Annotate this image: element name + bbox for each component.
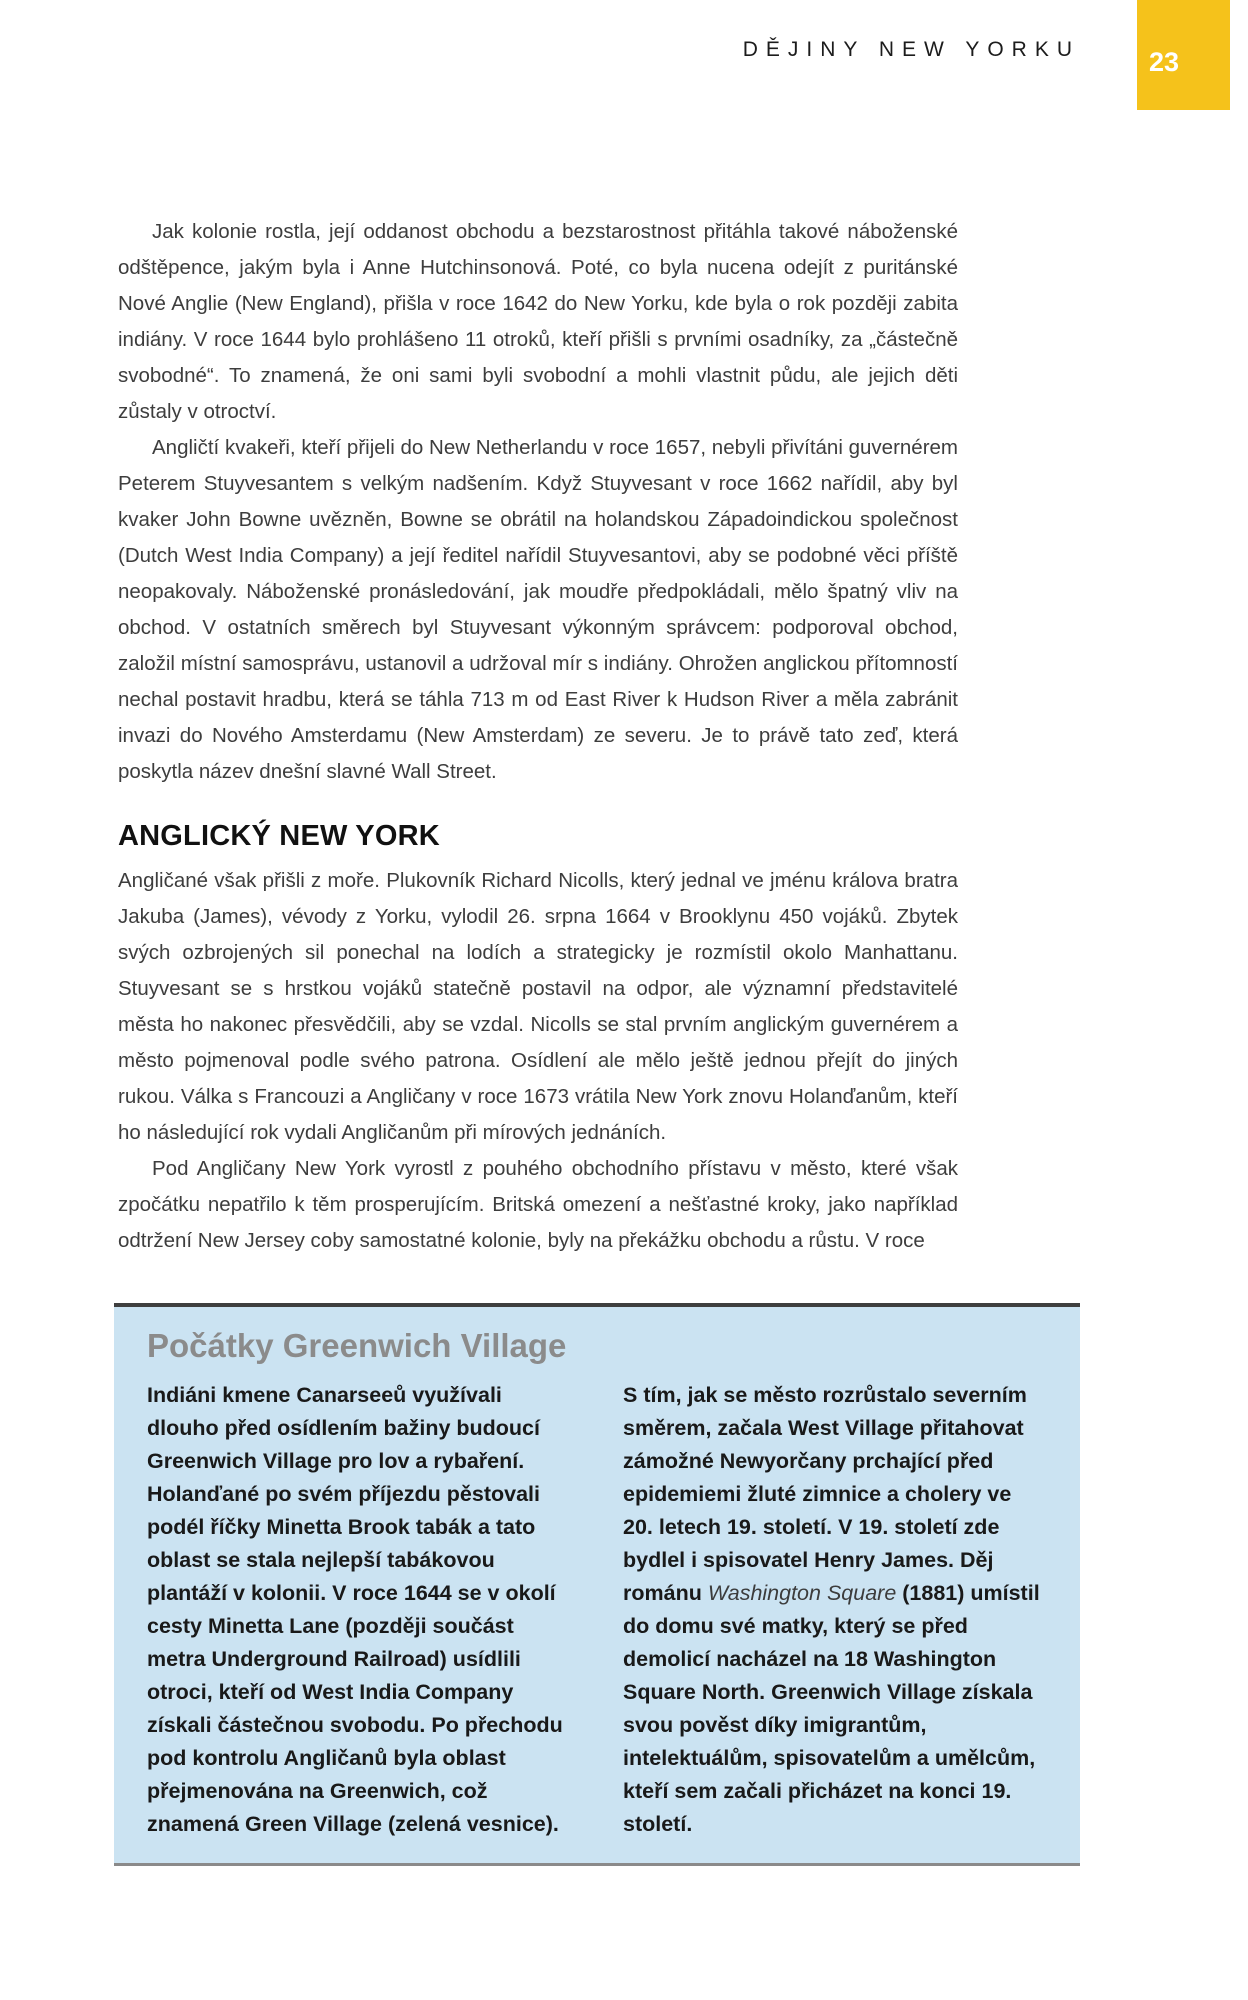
running-header-title: DĚJINY NEW YORKU bbox=[742, 38, 1080, 61]
section-heading-english-new-york: ANGLICKÝ NEW YORK bbox=[118, 820, 440, 852]
right-column-text-before: S tím, jak se město rozrůstalo severním směrem, začala West Village přitahovat zámožné Newyorčany prchající před epidemiemi žluté zimnice a cholery ve 20. letech 19. století. V 19. století zde bydlel i spisovatel Henry James. Děj románu bbox=[623, 1383, 1027, 1605]
right-column-text-after: (1881) umístil do domu své matky, který se před demolicí nacházel na 18 Washington Square North. Greenwich Village získala svou pověst díky imigrantům, intelektuálům, spisovatelům a umělcům, kteří sem začali přicházet na konci 19. století. bbox=[623, 1581, 1040, 1836]
info-box-columns bbox=[147, 1379, 1047, 1841]
greenwich-village-info-box bbox=[114, 1303, 1080, 1866]
info-box-right-column bbox=[623, 1379, 1047, 1841]
book-title-washington-square: Washington Square bbox=[707, 1581, 897, 1605]
paragraph-english-arrival: Angličané však přišli z moře. Plukovník Richard Nicolls, který jednal ve jménu králova bratra Jakuba (James), vévody z Yorku, vylodil 26. srpna 1664 v Brooklynu 450 vojáků. Zbytek svých ozbrojených sil ponechal na lodích a strategicky je rozmístil okolo Manhattanu. Stuyvesant se s hrstkou vojáků statečně postavil na odpor, ale významní představitelé města ho nakonec přesvědčili, aby se vzdal. Nicolls se stal prvním anglickým guvernérem a město pojmenoval podle svého patrona. Osídlení ale mělo ještě jednou přejít do jiných rukou. Válka s Francouzi a Angličany v roce 1673 vrátila New York znovu Holanďanům, kteří ho následující rok vydali Angličanům při mírových jednáních. bbox=[118, 869, 958, 1144]
paragraph-quakers-stuyvesant: Angličtí kvakeři, kteří přijeli do New Netherlandu v roce 1657, nebyli přivítáni guvernérem Peterem Stuyvesantem s velkým nadšením. Když Stuyvesant v roce 1662 nařídil, aby byl kvaker John Bowne uvězněn, Bowne se obrátil na holandskou Západoindickou společnost (Dutch West India Company) a její ředitel nařídil Stuyvesantovi, aby se podobné věci příště neopakovaly. Náboženské pronásledování, jak moudře předpokládali, mělo špatný vliv na obchod. V ostatních směrech byl Stuyvesant výkonným správcem: podporoval obchod, založil místní samosprávu, ustanovil a udržoval mír s indiány. Ohrožen anglickou přítomností nechal postavit hradbu, která se táhla 713 m od East River k Hudson River a měla zabránit invazi do Nového Amsterdamu (New Amsterdam) ze severu. Je to právě tato zeď, která poskytla název dnešní slavné Wall Street. bbox=[118, 436, 958, 783]
article-body bbox=[118, 214, 958, 1259]
page-number-badge bbox=[1137, 0, 1230, 110]
info-box-left-column: Indiáni kmene Canarseeů využívali dlouho před osídlením bažiny budoucí Greenwich Village pro lov a rybaření. Holanďané po svém příjezdu pěstovali podél říčky Minetta Brook tabák a tato oblast se stala nejlepší tabákovou plantáží v kolonii. V roce 1644 se v okolí cesty Minetta Lane (později součást metra Underground Railroad) usídlili otroci, kteří od West India Company získali částečnou svobodu. Po přechodu pod kontrolu Angličanů byla oblast přejmenována na Greenwich, což znamená Green Village (zelená vesnice). bbox=[147, 1383, 563, 1836]
paragraph-colony-growth: Jak kolonie rostla, její oddanost obchodu a bezstarostnost přitáhla takové náboženské odštěpence, jakým byla i Anne Hutchinsonová. Poté, co byla nucena odejít z puritánské Nové Anglie (New England), přišla v roce 1642 do New Yorku, kde byla o rok později zabita indiány. V roce 1644 bylo prohlášeno 11 otroků, kteří přišli s prvními osadníky, za „částečně svobodné“. To znamená, že oni sami byli svobodní a mohli vlastnit půdu, ale jejich děti zůstaly v otroctví. bbox=[118, 220, 958, 423]
page-number: 23 bbox=[1149, 46, 1180, 77]
info-box-title: Počátky Greenwich Village bbox=[147, 1327, 567, 1364]
paragraph-under-english-rule: Pod Angličany New York vyrostl z pouhého obchodního přístavu v město, které však zpočátku nepatřilo k těm prosperujícím. Britská omezení a nešťastné kroky, jako například odtržení New Jersey coby samostatné kolonie, byly na překážku obchodu a růstu. V roce bbox=[118, 1157, 958, 1252]
